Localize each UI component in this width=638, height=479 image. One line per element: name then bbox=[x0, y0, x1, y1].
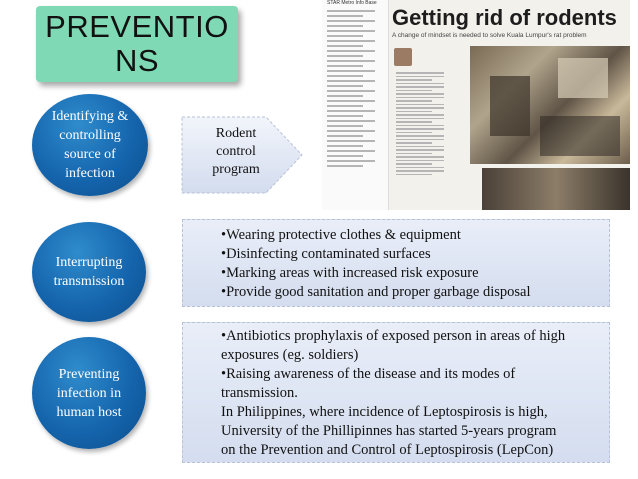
circle-identifying-label: Identifying & controlling source of infection bbox=[51, 109, 129, 181]
circle-preventing bbox=[32, 337, 146, 449]
host-item: exposures (eg. soldiers) bbox=[221, 347, 359, 363]
host-item: transmission. bbox=[221, 385, 298, 401]
arrow-label-line2: control bbox=[216, 144, 256, 159]
news-rodent-photo bbox=[470, 46, 630, 164]
slide-title-line1: PREVENTIO bbox=[45, 9, 229, 44]
measure-item: •Provide good sanitation and proper garbage disposal bbox=[221, 284, 531, 300]
measure-item: •Disinfecting contaminated surfaces bbox=[221, 246, 431, 262]
slide-title bbox=[36, 6, 238, 82]
news-headline: Getting rid of rodents bbox=[392, 5, 617, 30]
measure-item: •Marking areas with increased risk exposure bbox=[221, 265, 479, 281]
circle-preventing-label: Preventing infection in human host bbox=[56, 366, 122, 420]
news-text-column bbox=[392, 70, 462, 177]
host-item: •Raising awareness of the disease and its modes of bbox=[221, 366, 516, 382]
circle-identifying bbox=[32, 94, 148, 196]
newspaper-clipping-image bbox=[322, 0, 630, 210]
arrow-label-line1: Rodent bbox=[215, 126, 257, 141]
host-item: In Philippines, where incidence of Leptospirosis is high, bbox=[221, 404, 548, 420]
news-bottom-photo bbox=[482, 168, 630, 210]
circle-interrupting bbox=[32, 222, 146, 322]
host-item: University of the Phillipinnes has started 5-years program bbox=[221, 423, 557, 439]
news-info-column bbox=[322, 0, 389, 210]
news-info-header: STAR Metro Info Base bbox=[327, 0, 377, 6]
arrow-label-line3: program bbox=[212, 162, 260, 177]
slide-title-line2: NS bbox=[114, 43, 160, 78]
news-author-photo bbox=[394, 48, 412, 66]
host-item: •Antibiotics prophylaxis of exposed person in areas of high bbox=[221, 328, 566, 344]
circle-interrupting-label: Interrupting transmission bbox=[53, 255, 125, 289]
host-prevention-box bbox=[182, 322, 610, 463]
news-subheadline: A change of mindset is needed to solve Kuala Lumpur's rat problem bbox=[392, 32, 587, 39]
host-item: on the Prevention and Control of Leptospirosis (LepCon) bbox=[221, 442, 554, 458]
arrow-label bbox=[186, 125, 286, 179]
transmission-measures-box bbox=[182, 219, 610, 307]
measure-item: •Wearing protective clothes & equipment bbox=[221, 227, 461, 243]
